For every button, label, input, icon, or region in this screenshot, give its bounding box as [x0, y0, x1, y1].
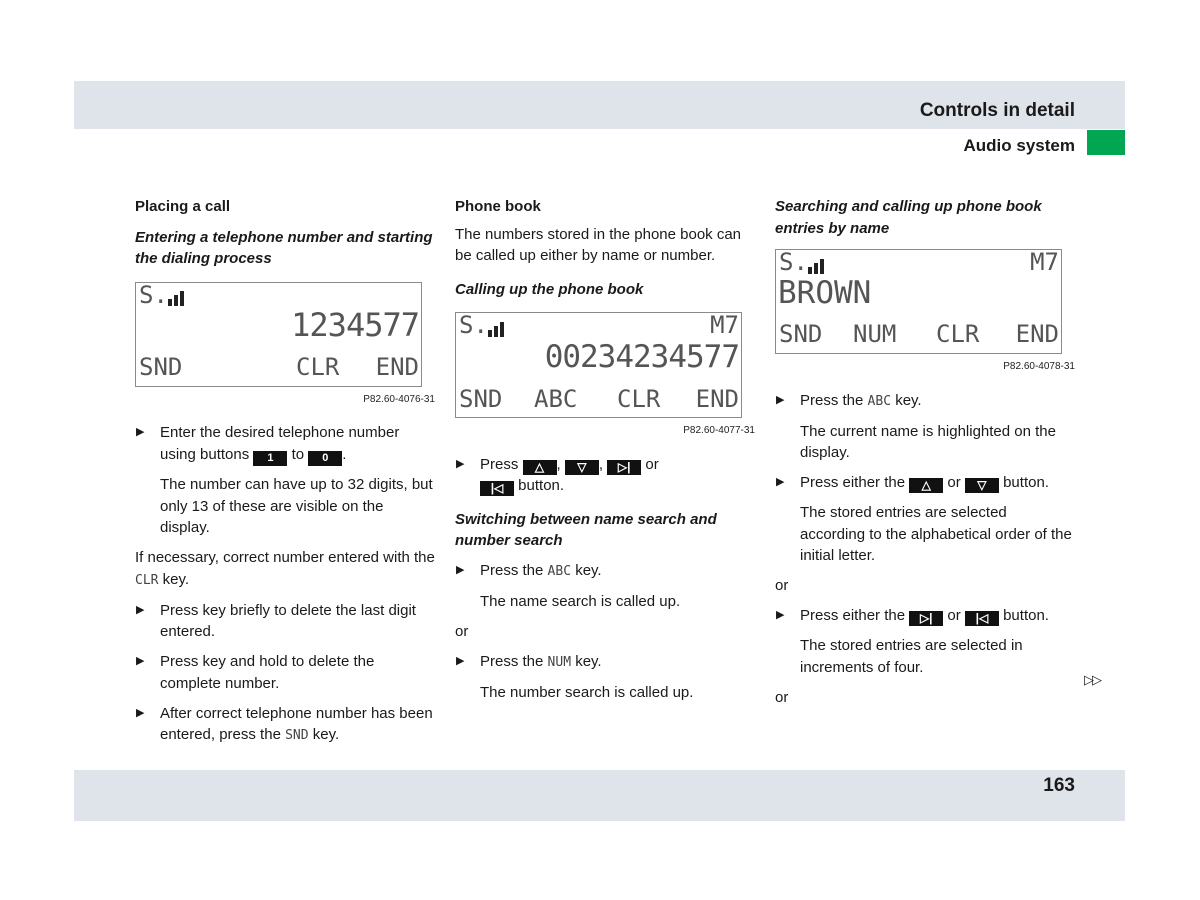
phone-book-intro: The numbers stored in the phone book can be called up either by name or number. — [455, 225, 742, 264]
step-press-skip: ▶ Press either the ▷| or |◁ button. — [775, 605, 1075, 627]
lcd-softkey-end: END — [1015, 320, 1059, 348]
note-number-search: The number search is called up. — [480, 684, 694, 701]
or-text: or — [775, 688, 789, 706]
note-alphabetical: The stored entries are selected according to the alphabetical order of the initial letter. — [800, 504, 1072, 564]
abc-key-label: ABC — [547, 564, 572, 579]
skip-forward-icon: ▷| — [909, 611, 943, 626]
down-triangle-icon: ▽ — [965, 478, 999, 493]
column-phone-book — [455, 196, 755, 712]
subheading-search-by-name: Searching and calling up phone book entries by name — [775, 198, 1042, 237]
heading-placing-call: Placing a call — [135, 198, 231, 215]
figure-caption: P82.60-4078-31 — [1003, 361, 1075, 372]
lcd-softkey-end: END — [375, 352, 419, 381]
lcd-softkey-clr: CLR — [617, 385, 661, 413]
column-search-by-name — [775, 196, 1075, 717]
signal-bars-icon — [168, 285, 186, 307]
lcd-softkey-clr: CLR — [936, 320, 980, 348]
column-placing-call — [135, 196, 435, 755]
signal-bars-icon — [808, 252, 826, 274]
or-text: or — [775, 577, 789, 594]
subheading-entering-number: Entering a telephone number and starting the dialing process — [135, 228, 433, 267]
lcd-name: BROWN — [778, 275, 872, 311]
skip-back-icon: |◁ — [965, 611, 999, 626]
note-highlighted: The current name is highlighted on the display. — [800, 422, 1056, 461]
note-digits: The number can have up to 32 digits, but only 13 of these are visible on the display. — [160, 476, 433, 536]
or-text: or — [455, 623, 469, 640]
subheading-calling-phone-book: Calling up the phone book — [455, 280, 644, 298]
lcd-softkey-snd: SND — [139, 352, 183, 381]
display-name-search — [775, 249, 1062, 354]
abc-key-label: ABC — [867, 393, 892, 409]
note-increments: The stored entries are selected in increments of four. — [800, 637, 1023, 676]
lcd-softkey-clr: CLR — [296, 352, 340, 381]
digit-0-button: 0 — [308, 451, 342, 466]
continue-arrows-icon: ▷▷ — [1084, 672, 1100, 687]
lcd-signal: S. — [779, 252, 826, 274]
display-dialing — [135, 282, 422, 387]
step-press-up-down: ▶ Press either the △ or ▽ button. — [775, 472, 1075, 494]
lcd-memory: M7 — [1030, 248, 1059, 276]
step-press-abc: ▶ Press the ABC key. — [455, 560, 755, 583]
section-subtitle: Audio system — [963, 136, 1075, 155]
step-press-arrows: ▶ Press △ , ▽ , ▷| or |◁ button. — [455, 454, 755, 497]
up-triangle-icon: △ — [909, 478, 943, 493]
up-triangle-icon: △ — [523, 460, 557, 475]
lcd-number: 00234234577 — [544, 339, 739, 375]
lcd-memory: M7 — [710, 311, 739, 339]
digit-1-button: 1 — [253, 451, 287, 466]
skip-forward-icon: ▷| — [607, 460, 641, 475]
heading-phone-book: Phone book — [455, 198, 541, 215]
step-delete-last: ▶ Press key briefly to delete the last digit entered. — [135, 600, 435, 643]
lcd-softkey-snd: SND — [779, 320, 823, 348]
lcd-number: 1234577 — [291, 305, 419, 344]
display-phone-book — [455, 312, 742, 418]
section-tab — [1087, 130, 1125, 155]
snd-key-label: SND — [285, 728, 309, 743]
skip-back-icon: |◁ — [480, 481, 514, 496]
subheading-switching: Switching between name search and number search — [455, 510, 717, 549]
step-enter-number: ▶ Enter the desired telephone number using buttons 1 to 0 . — [135, 422, 435, 466]
lcd-softkey-abc: ABC — [534, 385, 578, 413]
clr-key-label: CLR — [135, 572, 159, 588]
section-title: Controls in detail — [919, 100, 1075, 121]
figure-caption: P82.60-4077-31 — [683, 425, 755, 436]
footer-band — [74, 770, 1125, 821]
signal-bars-icon — [488, 315, 506, 337]
note-name-search: The name search is called up. — [480, 593, 681, 610]
step-press-abc: ▶ Press the ABC key. — [775, 390, 1075, 413]
step-delete-all: ▶ Press key and hold to delete the complete number. — [135, 651, 435, 694]
page-number: 163 — [1043, 775, 1075, 796]
down-triangle-icon: ▽ — [565, 460, 599, 475]
lcd-signal: S. — [139, 285, 186, 307]
step-press-num: ▶ Press the NUM key. — [455, 651, 755, 674]
figure-caption: P82.60-4076-31 — [363, 393, 435, 405]
num-key-label: NUM — [547, 655, 572, 670]
lcd-softkey-num: NUM — [853, 320, 897, 348]
note-correct: If necessary, correct number entered with the CLR key. — [135, 549, 435, 588]
step-press-snd: ▶ After correct telephone number has been entered, press the SND key. — [135, 703, 435, 747]
lcd-signal: S. — [459, 315, 506, 337]
lcd-softkey-end: END — [695, 385, 739, 413]
lcd-softkey-snd: SND — [459, 385, 503, 413]
